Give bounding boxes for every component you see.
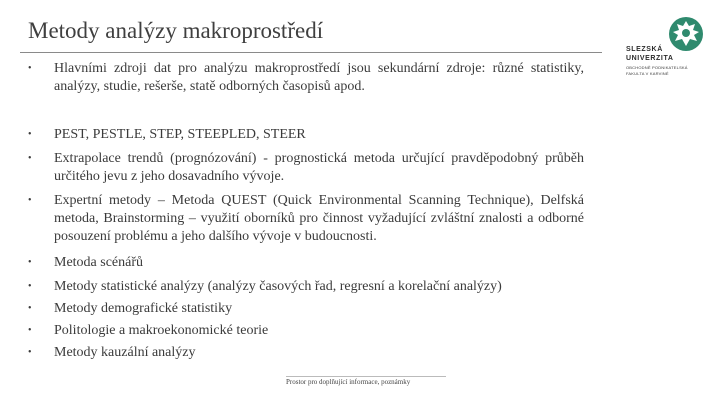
- bullet-marker: •: [28, 281, 32, 292]
- list-item-text: Expertní metody – Metoda QUEST (Quick Environmental Scanning Technique), Delfská metoda, Brainstorming – využití oborníků pro činnost vyžadující zvláštní znalosti a odborné posouzení problému a jeho dalšího vývoje v budoucnosti.: [54, 193, 584, 244]
- university-emblem-icon: [668, 16, 704, 52]
- logo-subtext-line1: OBCHODNĚ PODNIKATELSKÁ: [626, 65, 688, 70]
- bullet-marker: •: [28, 303, 32, 314]
- logo-text-line1: SLEZSKÁ: [626, 46, 663, 53]
- bullet-marker: •: [28, 63, 32, 74]
- list-item-text: PEST, PESTLE, STEP, STEEPLED, STEER: [54, 127, 306, 142]
- list-item-text: Metody statistické analýzy (analýzy časových řad, regresní a korelační analýzy): [54, 279, 502, 294]
- bullet-marker: •: [28, 257, 32, 268]
- slide-title: Metody analýzy makroprostředí: [28, 18, 324, 43]
- list-item-text: Extrapolace trendů (prognózování) - prognostická metoda určující pravděpodobný průběh určitého jevu z jeho dosavadního vývoje.: [54, 151, 584, 184]
- footer-divider: [286, 376, 446, 377]
- logo-text-line2: UNIVERZITA: [626, 55, 674, 62]
- bullet-marker: •: [28, 195, 32, 206]
- bullet-marker: •: [28, 129, 32, 140]
- bullet-marker: •: [28, 325, 32, 336]
- footer-note: Prostor pro doplňující informace, poznámky: [286, 378, 411, 386]
- list-item-text: Metoda scénářů: [54, 255, 144, 270]
- list-item-text: Politologie a makroekonomické teorie: [54, 323, 269, 338]
- list-item-text: Metody kauzální analýzy: [54, 345, 196, 360]
- university-logo: [624, 16, 706, 86]
- list-item-text: Metody demografické statistiky: [54, 301, 233, 316]
- bullet-marker: •: [28, 153, 32, 164]
- title-divider: [20, 52, 602, 53]
- bullet-marker: •: [28, 347, 32, 358]
- logo-subtext-line2: FAKULTA V KARVINÉ: [626, 71, 669, 76]
- list-item-text: Hlavními zdroji dat pro analýzu makroprostředí jsou sekundární zdroje: různé statistiky, analýzy, studie, rešerše, statě odborných časopisů apod.: [54, 61, 584, 94]
